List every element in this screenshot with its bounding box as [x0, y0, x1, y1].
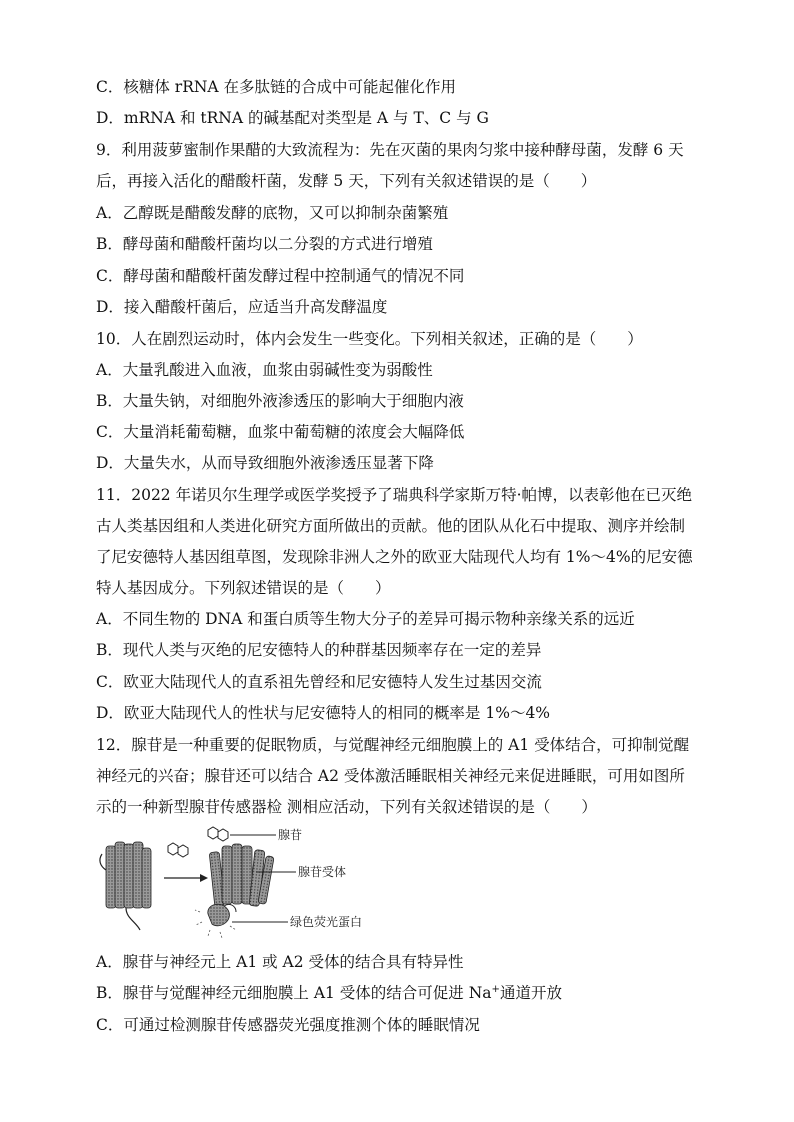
q12-option-a: A．腺苷与神经元上 A1 或 A2 受体的结合具有特异性	[96, 953, 464, 971]
q8-option-d: D．mRNA 和 tRNA 的碱基配对类型是 A 与 T、C 与 G	[96, 109, 489, 127]
q9-option-b: B．酵母菌和醋酸杆菌均以二分裂的方式进行增殖	[96, 235, 433, 253]
adenosine-molecule-icon	[168, 843, 188, 857]
q9-option-a: A．乙醇既是醋酸发酵的底物，又可以抑制杂菌繁殖	[96, 204, 449, 222]
q10-option-a: A．大量乳酸进入血液，血浆由弱碱性变为弱酸性	[96, 361, 433, 379]
q12-option-b-tail: 通道开放	[499, 984, 562, 1002]
q11-stem-line3: 了尼安德特人基因组草图，发现除非洲人之外的欧亚大陆现代人均有 1%～4%的尼安德	[96, 548, 693, 566]
q12-stem-line2: 神经元的兴奋；腺苷还可以结合 A2 受体激活睡眠相关神经元来促进睡眠，可用如图所	[96, 767, 685, 785]
q9-option-d: D．接入醋酸杆菌后，应适当升高发酵温度	[96, 298, 388, 316]
q12-option-b-text: B．腺苷与觉醒神经元细胞膜上 A1 受体的结合可促进 Na	[96, 984, 492, 1002]
adenosine-sensor-diagram	[96, 826, 456, 946]
q11-stem-line4: 特人基因成分。下列叙述错误的是（ ）	[96, 579, 391, 597]
active-receptor-icon	[209, 844, 274, 906]
label-gfp: 绿色荧光蛋白	[290, 915, 363, 929]
q9-stem-line2: 后，再接入活化的醋酸杆菌，发酵 5 天，下列有关叙述错误的是（ ）	[96, 172, 597, 190]
q11-stem-line2: 古人类基因组和人类进化研究方面所做出的贡献。他的团队从化石中提取、测序并绘制	[96, 517, 686, 535]
q12-stem-line3: 示的一种新型腺苷传感器检 测相应活动，下列有关叙述错误的是（ ）	[96, 798, 597, 816]
sodium-charge: +	[491, 983, 500, 995]
q9-stem-line1: 9．利用菠萝蜜制作果醋的大致流程为：先在灭菌的果肉匀浆中接种酵母菌，发酵 6 天	[96, 141, 684, 159]
q11-stem-line1: 11．2022 年诺贝尔生理学或医学奖授予了瑞典科学家斯万特·帕博，以表彰他在已灭绝	[96, 486, 693, 504]
q9-option-c: C．酵母菌和醋酸杆菌发酵过程中控制通气的情况不同	[96, 267, 465, 285]
bound-adenosine-icon	[208, 827, 228, 841]
q10-stem: 10．人在剧烈运动时，体内会发生一些变化。下列相关叙述，正确的是（ ）	[96, 330, 643, 348]
q10-option-d: D．大量失水，从而导致细胞外液渗透压显著下降	[96, 454, 434, 472]
q8-option-c: C．核糖体 rRNA 在多肽链的合成中可能起催化作用	[96, 78, 457, 96]
q11-option-c: C．欧亚大陆现代人的直系祖先曾经和尼安德特人发生过基因交流	[96, 673, 542, 691]
q12-option-c: C．可通过检测腺苷传感器荧光强度推测个体的睡眠情况	[96, 1016, 480, 1034]
q12-option-b	[96, 983, 716, 1003]
label-adenosine: 腺苷	[278, 828, 303, 842]
gfp-icon	[195, 904, 236, 938]
q12-stem-line1: 12．腺苷是一种重要的促眠物质，与觉醒神经元细胞膜上的 A1 受体结合，可抑制觉醒	[96, 736, 690, 754]
q11-option-d: D．欧亚大陆现代人的性状与尼安德特人的相同的概率是 1%～4%	[96, 704, 551, 722]
inactive-receptor-icon	[100, 842, 151, 930]
q10-option-c: C．大量消耗葡萄糖，血浆中葡萄糖的浓度会大幅降低	[96, 423, 465, 441]
label-adenosine-receptor: 腺苷受体	[298, 865, 347, 879]
arrow-right-icon	[164, 874, 208, 882]
q11-option-b: B．现代人类与灭绝的尼安德特人的种群基因频率存在一定的差异	[96, 641, 542, 659]
q10-option-b: B．大量失钠，对细胞外液渗透压的影响大于细胞内液	[96, 392, 464, 410]
q11-option-a: A．不同生物的 DNA 和蛋白质等生物大分子的差异可揭示物种亲缘关系的远近	[96, 610, 635, 628]
